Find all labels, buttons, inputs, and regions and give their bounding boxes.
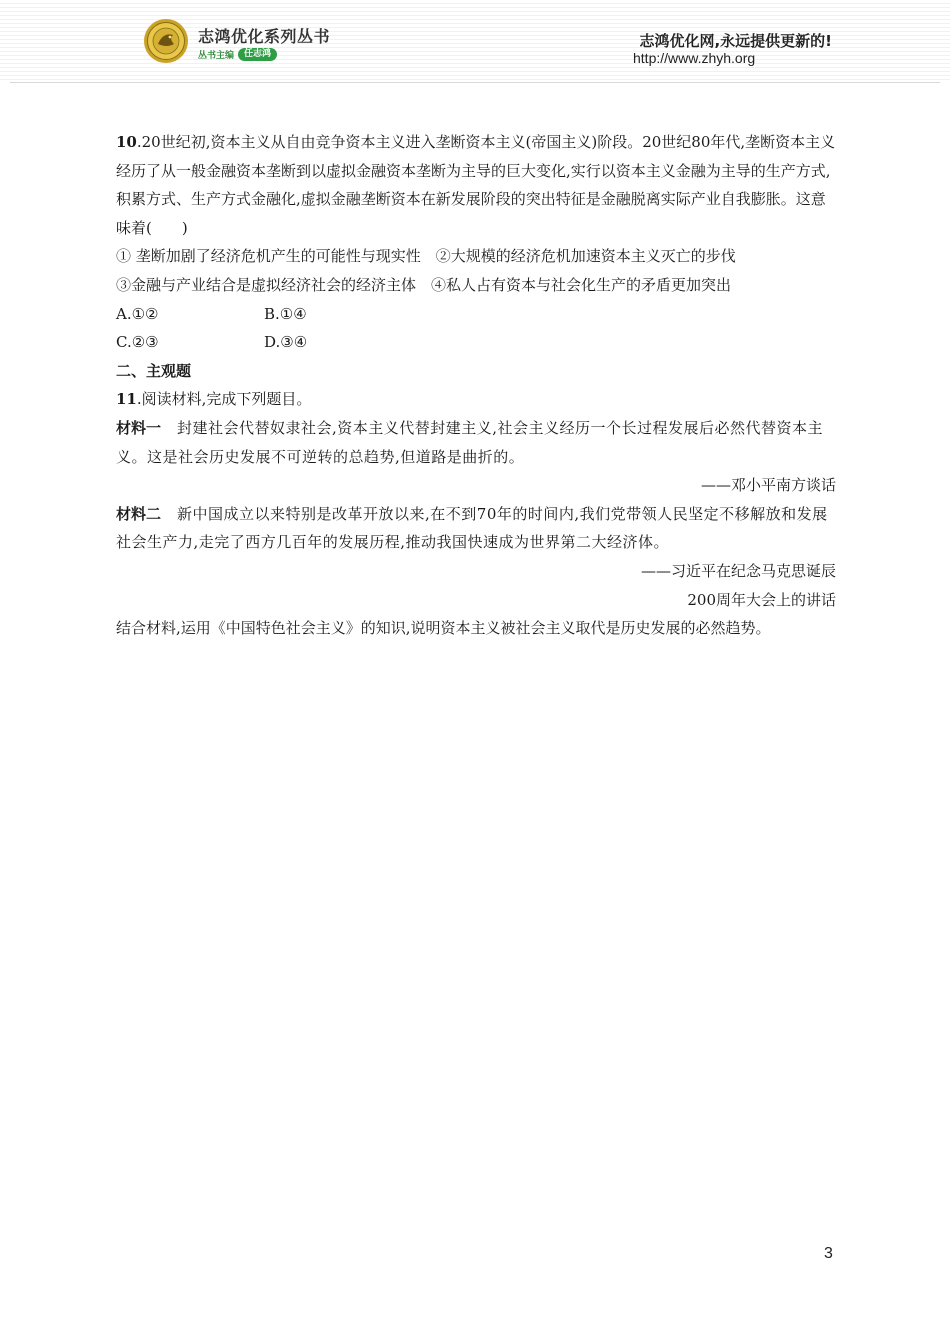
page-number: 3: [824, 1245, 833, 1262]
question-10-text: .20世纪初,资本主义从自由竞争资本主义进入垄断资本主义(帝国主义)阶段。20世纪80年代,垄断资本主义经历了从一般金融资本垄断到以虚拟金融资本垄断为主导的巨大变化,实行以资本主义金融为主导的生产方式,积累方式、生产方式金融化,虚拟金融垄断资本在新发展阶段的突出特征是金融脱离实际产业自我膨胀。这意味着( ): [116, 133, 836, 237]
question-11-intro-text: .阅读材料,完成下列题目。: [136, 390, 312, 409]
option-a: A.①②: [116, 304, 159, 323]
question-11-intro: [116, 385, 836, 414]
section-title: 二、主观题: [116, 361, 192, 380]
series-title: 志鸿优化系列丛书: [198, 27, 331, 46]
question-11-prompt: 结合材料,运用《中国特色社会主义》的知识,说明资本主义被社会主义取代是历史发展的必然趋势。: [116, 619, 771, 638]
material-2-text: 新中国成立以来特别是改革开放以来,在不到70年的时间内,我们党带领人民坚定不移解放和发展社会生产力,走完了西方几百年的发展历程,推动我国快速成为世界第二大经济体。: [116, 504, 828, 552]
question-10-statements-2: ③金融与产业结合是虚拟经济社会的经济主体 ④私人占有资本与社会化生产的矛盾更加突出: [116, 275, 732, 294]
material-2-source-line-1: ——习近平在纪念马克思诞辰: [640, 561, 836, 580]
option-c: C.②③: [116, 333, 159, 352]
material-1: [116, 414, 836, 471]
question-11-number: 11: [116, 390, 137, 409]
question-10-stem: [116, 128, 836, 242]
site-slogan: 志鸿优化网,永远提供更新的!: [639, 32, 832, 50]
publisher-logo-icon: [143, 18, 189, 64]
question-10-statements-1: ① 垄断加剧了经济危机产生的可能性与现实性 ②大规模的经济危机加速资本主义灭亡的步伐: [116, 247, 736, 266]
material-1-text: 封建社会代替奴隶社会,资本主义代替封建主义,社会主义经历一个长过程发展后必然代替资本主义。这是社会历史发展不可逆转的总趋势,但道路是曲折的。: [116, 418, 824, 466]
document-body: [116, 128, 836, 643]
site-url-link[interactable]: http://www.zhyh.org: [633, 50, 756, 66]
question-10-options-row-1: [116, 300, 836, 329]
question-10-number: 10: [116, 133, 137, 151]
editor-label: 丛书主编: [198, 51, 235, 61]
material-1-label: 材料一: [116, 418, 162, 437]
header-divider: [10, 82, 940, 83]
editor-tag: [198, 48, 277, 61]
question-10-options-row-2: [116, 328, 836, 357]
option-b: B.①④: [264, 304, 307, 323]
editor-name: 任志鸿: [238, 48, 277, 61]
option-d: D.③④: [264, 333, 308, 352]
material-1-source: ——邓小平南方谈话: [700, 476, 836, 495]
material-2-label: 材料二: [116, 504, 162, 523]
material-2: [116, 500, 836, 557]
material-2-source-line-2: 200周年大会上的讲话: [687, 590, 836, 609]
